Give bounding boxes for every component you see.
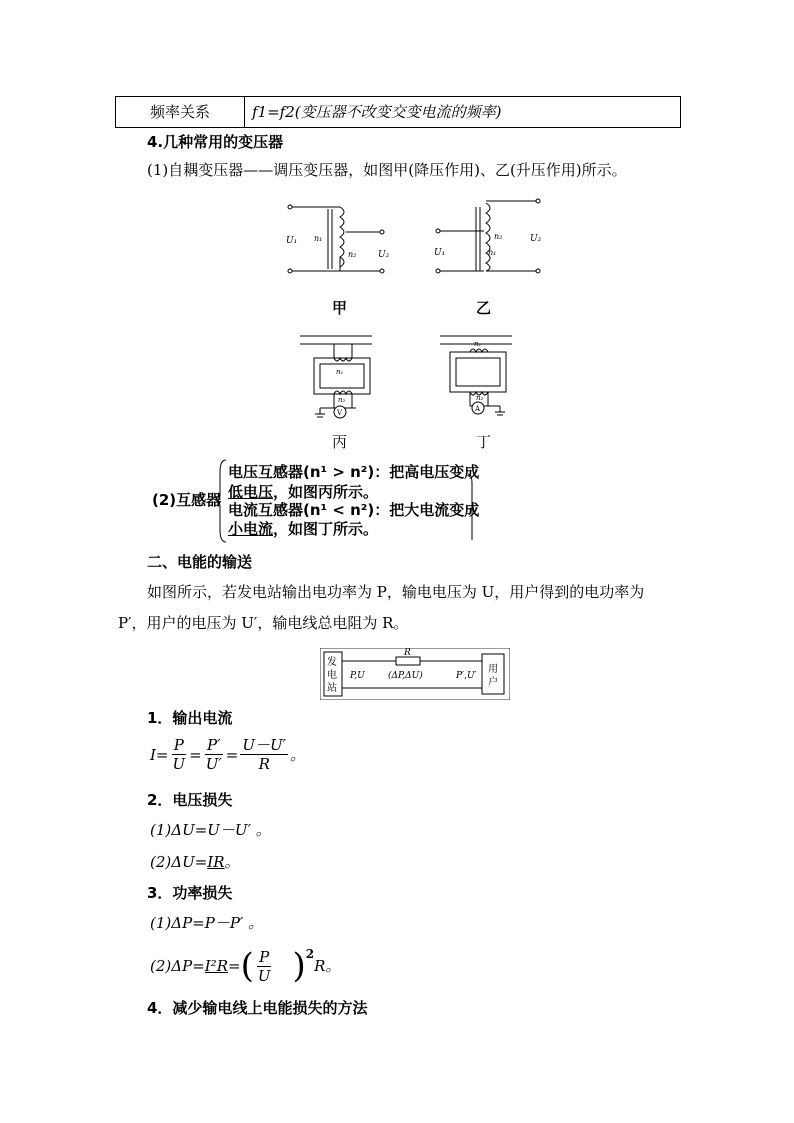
station-char-2: 电 — [327, 670, 337, 681]
current-transformer-line2: 小电流，如图丁所示。 — [228, 520, 379, 538]
power-loss-formula-1: (1)ΔP=P－P′ 。 — [150, 914, 264, 932]
ammeter-icon: A — [475, 405, 481, 413]
diagram-bing — [300, 336, 372, 418]
reduce-loss-heading: 4．减少输电线上电能损失的方法 — [147, 999, 368, 1017]
loss-label: (ΔP,ΔU) — [388, 671, 423, 681]
intro-line-2: P′，用户的电压为 U′，输电线总电阻为 R。 — [118, 614, 409, 632]
label-yi: 乙 — [476, 299, 492, 317]
diagram-yi — [436, 199, 540, 273]
frac-p-u: $\frac{P}{U}$ — [172, 736, 186, 773]
intro-line-1: 如图所示，若发电站输出电功率为 P，输电电压为 U，用户得到的电功率为 — [147, 583, 645, 601]
transmission-diagram — [320, 648, 510, 700]
voltmeter-icon: V — [337, 409, 343, 417]
section4-heading: 4.几种常用的变压器 — [147, 133, 284, 151]
jia-U2: U₂ — [378, 250, 390, 260]
square-exponent: 2 — [305, 947, 315, 961]
close-paren: ) — [292, 946, 306, 986]
autotransformer-diagrams — [280, 195, 560, 285]
diagram-jia — [288, 205, 384, 273]
label-jia: 甲 — [332, 299, 348, 317]
user-label: P′,U′ — [456, 671, 477, 681]
voltage-transformer-line: 电压互感器(n¹ > n²)：把高电压变成 — [228, 463, 480, 481]
jia-U1: U₁ — [286, 236, 298, 246]
station-char-1: 发 — [327, 657, 337, 668]
open-paren: ( — [240, 946, 254, 986]
user-char-1: 用 — [488, 664, 498, 675]
resistor-label: R — [404, 648, 411, 658]
current-transformer-line: 电流互感器(n¹ < n²)：把大电流变成 — [228, 501, 480, 519]
section-two-heading: 二、电能的输送 — [147, 553, 253, 571]
ding-n1: n₁ — [474, 340, 482, 348]
table-value-cell: f1=f2(变压器不改变交变电流的频率) — [252, 103, 502, 121]
yi-U2: U₂ — [530, 234, 542, 244]
mutual-transformer-diagrams — [300, 330, 530, 425]
left-brace — [216, 458, 228, 544]
autotransformer-text: (1)自耦变压器——调压变压器，如图甲(降压作用)、乙(升压作用)所示。 — [147, 161, 627, 179]
voltage-transformer-line2: 低电压，如图丙所示。 — [228, 483, 379, 501]
voltage-loss-formula-2: (2)ΔU=IR。 — [150, 853, 240, 871]
table-label-cell: 频率关系 — [116, 97, 245, 127]
label-bing: 丙 — [332, 433, 348, 451]
power-loss-formula-2: (2)ΔP= I²R = ( $\frac{P}{U}$ ) 2 R。 — [150, 946, 341, 986]
jia-n2: n₂ — [348, 250, 357, 259]
power-loss-heading: 3．功率损失 — [147, 884, 233, 902]
frac-p-u-squared: $\frac{P}{U}$ — [257, 947, 271, 985]
label-ding: 丁 — [476, 433, 492, 451]
mutual-label: (2)互感器 — [152, 491, 222, 509]
bing-n1: n₁ — [336, 368, 344, 376]
ding-n2: n₂ — [476, 394, 484, 402]
user-char-2: 户 — [488, 677, 498, 688]
yi-n2: n₂ — [494, 232, 503, 241]
source-label: P,U — [350, 671, 365, 681]
frac-du-r: $\frac{U-U'}{R}$ — [242, 736, 287, 773]
frequency-table-row — [115, 96, 681, 128]
frac-p2-u2: $\frac{P'}{U'}$ — [205, 736, 222, 773]
bing-n2: n₂ — [338, 396, 346, 404]
output-current-heading: 1．输出电流 — [147, 709, 233, 727]
voltage-loss-formula-1: (1)ΔU=U－U′ 。 — [150, 821, 271, 839]
current-formula: I= $\frac{P}{U}$ = $\frac{P'}{U'}$ = $\frac{U-U'}{R}$ 。 — [150, 736, 306, 773]
yi-U1: U₁ — [434, 248, 446, 258]
jia-n1: n₁ — [314, 234, 323, 243]
yi-n1: n₁ — [488, 248, 497, 257]
station-char-3: 站 — [327, 683, 337, 694]
voltage-loss-heading: 2．电压损失 — [147, 791, 233, 809]
